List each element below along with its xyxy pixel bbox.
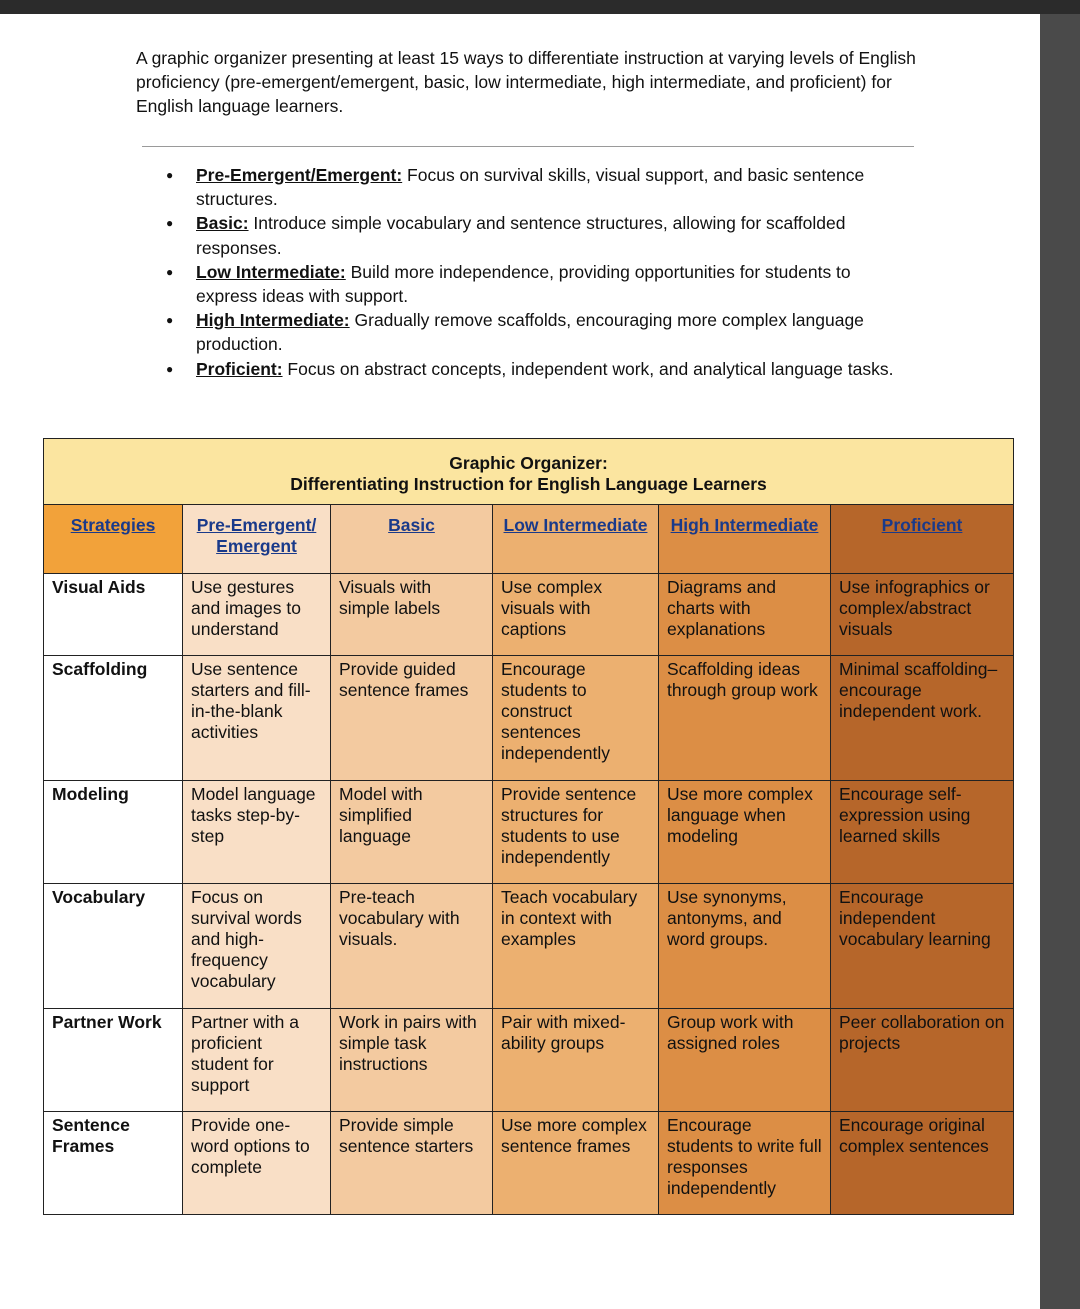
level-item-basic xyxy=(196,211,916,259)
strategy-cell: Partner Work xyxy=(44,1009,183,1112)
table-cell: Model with simplified language xyxy=(331,781,493,884)
table-cell: Use more complex language when modeling xyxy=(659,781,831,884)
table-cell: Encourage students to write full responses independently xyxy=(659,1112,831,1215)
table-cell: Use gestures and images to understand xyxy=(183,574,331,656)
level-name: Proficient: xyxy=(196,358,283,379)
level-name: High Intermediate: xyxy=(196,310,350,331)
table-cell: Teach vocabulary in context with examples xyxy=(493,884,659,1009)
table-cell: Peer collaboration on projects xyxy=(831,1009,1014,1112)
header-pre-emergent: Pre-Emergent/ Emergent xyxy=(183,505,331,574)
table-row-sentence-frames xyxy=(44,1112,1014,1215)
level-item-pre-emergent xyxy=(196,163,916,211)
level-name: Pre-Emergent/Emergent: xyxy=(196,165,403,185)
level-description: Focus on abstract concepts, independent work, and analytical language tasks. xyxy=(282,358,894,379)
table-cell: Provide guided sentence frames xyxy=(331,656,493,781)
strategy-cell: Vocabulary xyxy=(44,884,183,1009)
table-cell: Use synonyms, antonyms, and word groups. xyxy=(659,884,831,1009)
table-cell: Minimal scaffolding– encourage independent work. xyxy=(831,656,1014,781)
intro-paragraph: A graphic organizer presenting at least 15 ways to differentiate instruction at varying levels of English proficiency (pre-emergent/emergent, basic, low intermediate, high intermediate, and proficient) for English language learners. xyxy=(136,48,916,116)
table-cell: Use complex visuals with captions xyxy=(493,574,659,656)
level-item-low-intermediate xyxy=(196,260,916,308)
level-description: Gradually remove scaffolds, encouraging more complex language production. xyxy=(196,310,864,355)
table-cell: Use more complex sentence frames xyxy=(493,1112,659,1215)
table-cell: Provide sentence structures for students to use independently xyxy=(493,781,659,884)
table-cell: Pair with mixed-ability groups xyxy=(493,1009,659,1112)
level-name: Basic: xyxy=(196,213,249,234)
table-cell: Provide one-word options to complete xyxy=(183,1112,331,1215)
table-row-vocabulary xyxy=(44,884,1014,1009)
strategy-cell: Modeling xyxy=(44,781,183,884)
table-cell: Group work with assigned roles xyxy=(659,1009,831,1112)
header-high-intermediate: High Intermediate xyxy=(659,505,831,574)
table-cell: Use sentence starters and fill-in-the-blank activities xyxy=(183,656,331,781)
strategy-cell: Scaffolding xyxy=(44,656,183,781)
table-cell: Partner with a proficient student for support xyxy=(183,1009,331,1112)
table-row-scaffolding xyxy=(44,656,1014,781)
strategy-cell: Sentence Frames xyxy=(44,1112,183,1215)
table-cell: Diagrams and charts with explanations xyxy=(659,574,831,656)
header-low-intermediate: Low Intermediate xyxy=(493,505,659,574)
header-basic: Basic xyxy=(331,505,493,574)
table-cell: Encourage independent vocabulary learning xyxy=(831,884,1014,1009)
table-title xyxy=(44,439,1014,505)
table-cell: Provide simple sentence starters xyxy=(331,1112,493,1215)
graphic-organizer-table xyxy=(43,438,1014,1215)
strategy-cell: Visual Aids xyxy=(44,574,183,656)
table-cell: Work in pairs with simple task instructions xyxy=(331,1009,493,1112)
table-cell: Scaffolding ideas through group work xyxy=(659,656,831,781)
level-description: Introduce simple vocabulary and sentence structures, allowing for scaffolded responses. xyxy=(196,213,846,258)
table-cell: Pre-teach vocabulary with visuals. xyxy=(331,884,493,1009)
level-description: Focus on survival skills, visual support, and basic sentence structures. xyxy=(196,165,865,210)
level-item-high-intermediate xyxy=(196,308,916,356)
table-cell: Encourage students to construct sentences independently xyxy=(493,656,659,781)
table-cell: Visuals with simple labels xyxy=(331,574,493,656)
window-top-bar xyxy=(0,0,1080,14)
header-proficient: Proficient xyxy=(831,505,1014,574)
table-cell: Encourage original complex sentences xyxy=(831,1112,1014,1215)
table-cell: Model language tasks step-by-step xyxy=(183,781,331,884)
table-cell: Focus on survival words and high-frequency vocabulary xyxy=(183,884,331,1009)
proficiency-level-list xyxy=(196,163,916,381)
table-row-partner-work xyxy=(44,1009,1014,1112)
table-cell: Use infographics or complex/abstract visuals xyxy=(831,574,1014,656)
level-description: Build more independence, providing opportunities for students to express ideas with support. xyxy=(196,261,851,307)
horizontal-rule xyxy=(142,146,914,147)
viewer-scrollbar-track[interactable] xyxy=(1040,14,1080,1309)
table-title-line-1: Graphic Organizer: xyxy=(449,452,608,473)
level-item-proficient xyxy=(196,357,916,381)
level-name: Low Intermediate: xyxy=(196,261,346,282)
table-row-modeling xyxy=(44,781,1014,884)
table-header-row xyxy=(44,505,1014,574)
table-cell: Encourage self-expression using learned skills xyxy=(831,781,1014,884)
table-row-visual-aids xyxy=(44,574,1014,656)
header-strategies: Strategies xyxy=(44,505,183,574)
table-title-line-2: Differentiating Instruction for English Language Learners xyxy=(290,473,767,494)
